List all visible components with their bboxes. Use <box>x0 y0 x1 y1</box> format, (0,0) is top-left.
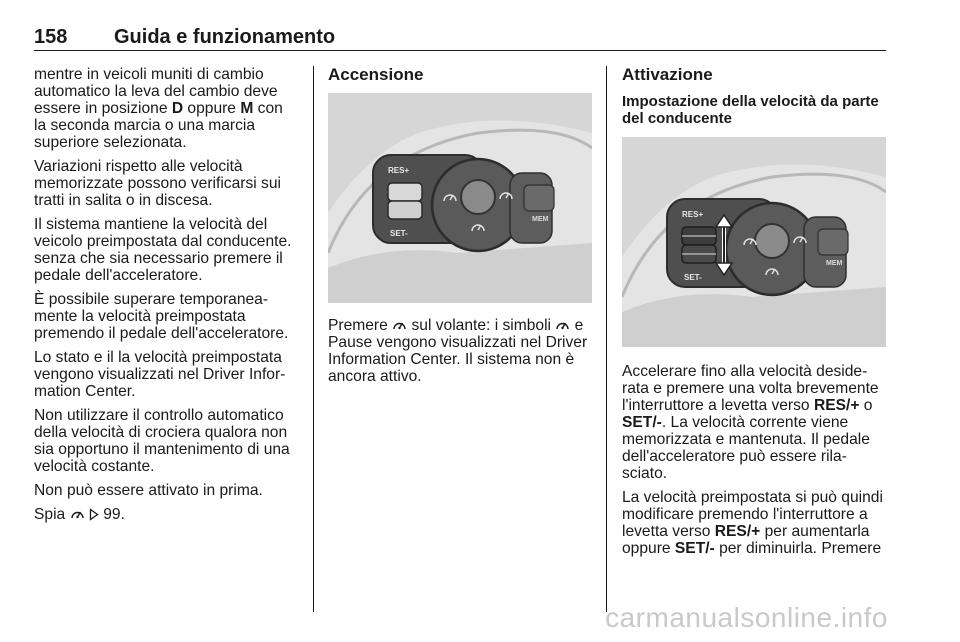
paragraph-speed-variations: Variazioni rispetto alle velocità memorizzate possono verificarsi sui tratti in salita o in discesa. <box>34 158 281 209</box>
paragraph-accensione: Premere sul volante: i simboli e Pause vengono visualizzati nel Driver Information Center. Il sistema non è ancora attivo. <box>328 317 588 385</box>
paragraph-status-display: Lo stato e il la velocità preimpostata vengono visualizzati nel Driver Infor- mation Center. <box>34 349 286 400</box>
cruise-control-icon <box>70 507 85 521</box>
paragraph-activation: Accelerare fino alla velocità deside- rata e premere una volta brevemente l'interruttore a levetta verso RES/+ o SET/-. La velocità corrente viene memorizzata e mantenuta. Il pedale dell'acceleratore può essere rila- sciato. <box>622 363 879 482</box>
chapter-title: Guida e funzionamento <box>114 26 336 48</box>
section-heading-accensione: Accensione <box>328 65 424 84</box>
column-divider-1 <box>313 66 314 612</box>
page-reference-arrow-icon <box>89 508 99 521</box>
set-minus-label: SET- <box>684 273 702 282</box>
paragraph-first-gear: Non può essere attivato in prima. <box>34 482 263 499</box>
section-heading-attivazione: Attivazione <box>622 65 713 84</box>
paragraph-indicator-ref: Spia 99. <box>34 506 125 523</box>
steering-wheel-controls-figure <box>328 93 592 303</box>
watermark: carmanualsonline.info <box>605 602 888 633</box>
steering-wheel-switch-illustration <box>622 137 886 347</box>
page-number: 158 <box>34 26 68 48</box>
cruise-control-icon <box>392 318 407 332</box>
paragraph-gear-conditions: mentre in veicoli muniti di cambio automatico la leva del cambio deve essere in posizione D oppure M con la seconda marcia o una marcia superiore selezionata. <box>34 66 283 151</box>
column-3 <box>622 66 890 564</box>
paragraph-override: È possibile superare temporanea- mente la velocità preimpostata premendo il pedale dell'acceleratore. <box>34 291 289 342</box>
column-divider-2 <box>606 66 607 612</box>
column-1 <box>34 66 302 530</box>
paragraph-warning: Non utilizzare il controllo automatico della velocità di crociera qualora non sia opportuno il mantenimento di una velocità costante. <box>34 407 290 475</box>
mem-label: MEM <box>532 216 549 223</box>
steering-wheel-illustration <box>328 93 592 303</box>
mem-label: MEM <box>826 260 843 267</box>
steering-wheel-switch-figure <box>622 137 886 347</box>
res-plus-label: RES+ <box>682 210 704 219</box>
paragraph-adjust-speed: La velocità preimpostata si può quindi modificare premendo l'interruttore a levetta verso RES/+ per aumentarla oppure SET/- per diminuirla. Premere <box>622 489 883 557</box>
subheading-driver-speed: Impostazione della velocità da parte del conducente <box>622 93 879 127</box>
column-2 <box>328 66 596 392</box>
set-minus-label: SET- <box>390 229 408 238</box>
res-plus-label: RES+ <box>388 166 410 175</box>
paragraph-system-maintains: Il sistema mantiene la velocità del veicolo preimpostata dal conducente. senza che sia necessario premere il pedale dell'acceleratore. <box>34 216 292 284</box>
cruise-control-icon <box>555 318 570 332</box>
page-header <box>34 26 886 51</box>
